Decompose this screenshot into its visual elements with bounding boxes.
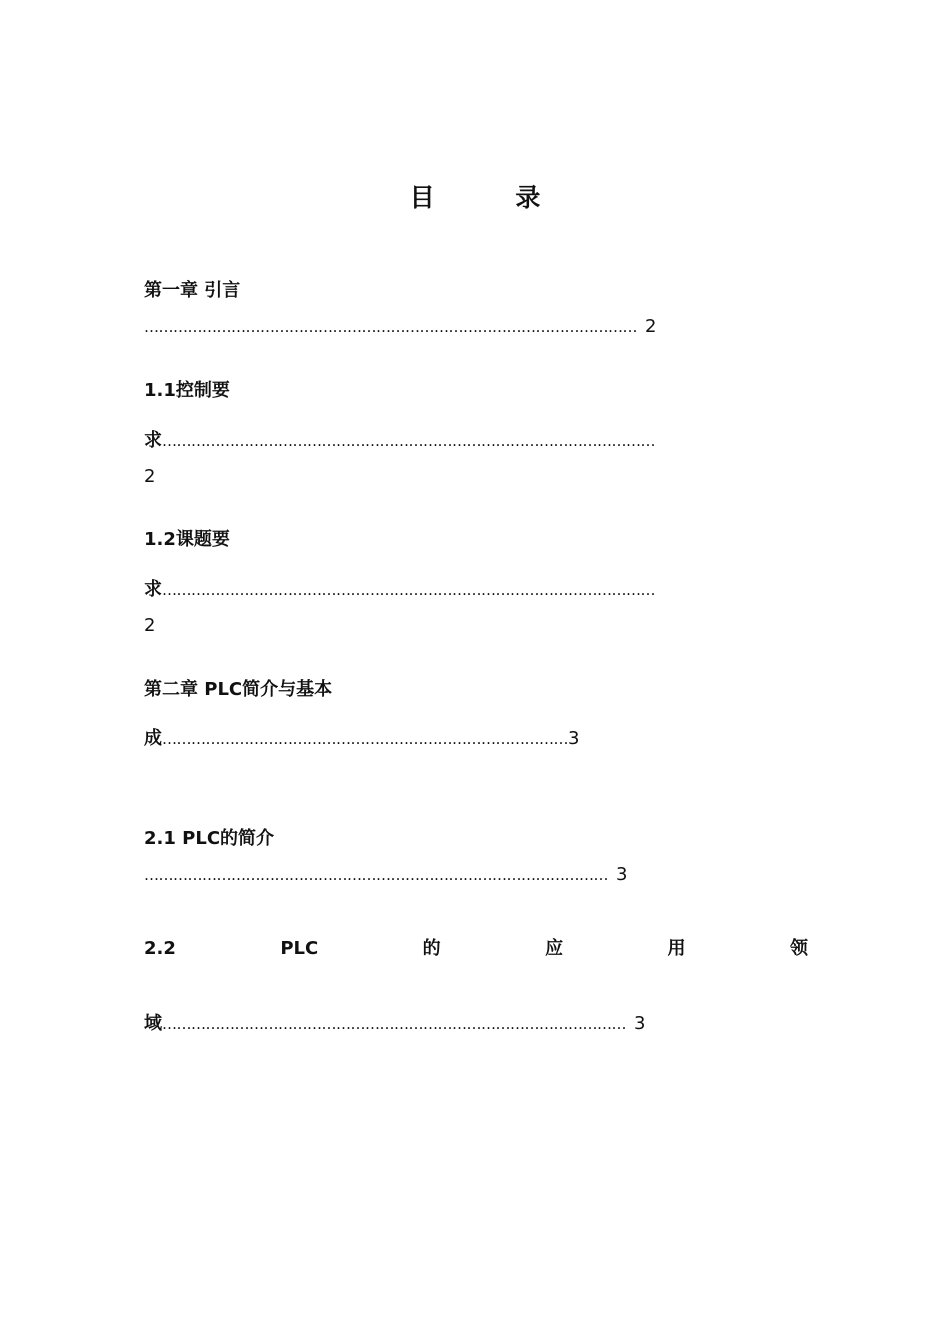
heading-continuation: 成 bbox=[144, 728, 162, 749]
toc-title: 目 录 bbox=[409, 183, 577, 212]
leader-dots: …………………………………………………………………………………… bbox=[162, 1015, 626, 1033]
heading-continuation: 域 bbox=[144, 1013, 162, 1034]
toc-entry-heading[interactable]: 1.2课题要 bbox=[144, 529, 230, 550]
heading-word: 用 bbox=[667, 938, 686, 959]
toc-entry-heading[interactable]: 1.1控制要 bbox=[144, 380, 230, 401]
leader-dots: ………………………………………………………………………… bbox=[162, 730, 568, 748]
toc-entry-heading[interactable]: 第一章 引言 bbox=[144, 280, 241, 301]
page-number: 2 bbox=[144, 466, 156, 487]
heading-word: 应 bbox=[545, 938, 564, 959]
leader-dots: ………………………………………………………………………………………… bbox=[162, 432, 655, 450]
heading-continuation: 求 bbox=[144, 430, 162, 451]
heading-continuation: 求 bbox=[144, 579, 162, 600]
leader-dots: …………………………………………………………………………………… bbox=[144, 866, 608, 884]
page-number: 2 bbox=[645, 316, 657, 337]
toc-entry-leader bbox=[144, 429, 655, 453]
heading-word: 2.2 bbox=[144, 938, 176, 959]
page-number: 3 bbox=[568, 728, 580, 749]
leader-dots: ………………………………………………………………………………………… bbox=[144, 318, 637, 336]
heading-word: 领 bbox=[789, 938, 808, 959]
page-number: 3 bbox=[634, 1013, 646, 1034]
page-number: 2 bbox=[144, 615, 156, 636]
toc-entry-heading[interactable]: 2.1 PLC的简介 bbox=[144, 828, 275, 849]
toc-entry-leader bbox=[144, 863, 627, 887]
heading-word: 的 bbox=[422, 938, 441, 959]
toc-entry-heading[interactable]: 第二章 PLC简介与基本 bbox=[144, 679, 333, 700]
toc-entry-leader bbox=[144, 315, 656, 339]
toc-entry-heading-justified[interactable] bbox=[144, 937, 808, 961]
toc-entry-leader bbox=[144, 727, 579, 751]
page-number: 3 bbox=[616, 864, 628, 885]
heading-word: PLC bbox=[280, 938, 319, 959]
toc-entry-leader bbox=[144, 578, 655, 602]
toc-entry-leader bbox=[144, 1012, 645, 1036]
leader-dots: ………………………………………………………………………………………… bbox=[162, 581, 655, 599]
